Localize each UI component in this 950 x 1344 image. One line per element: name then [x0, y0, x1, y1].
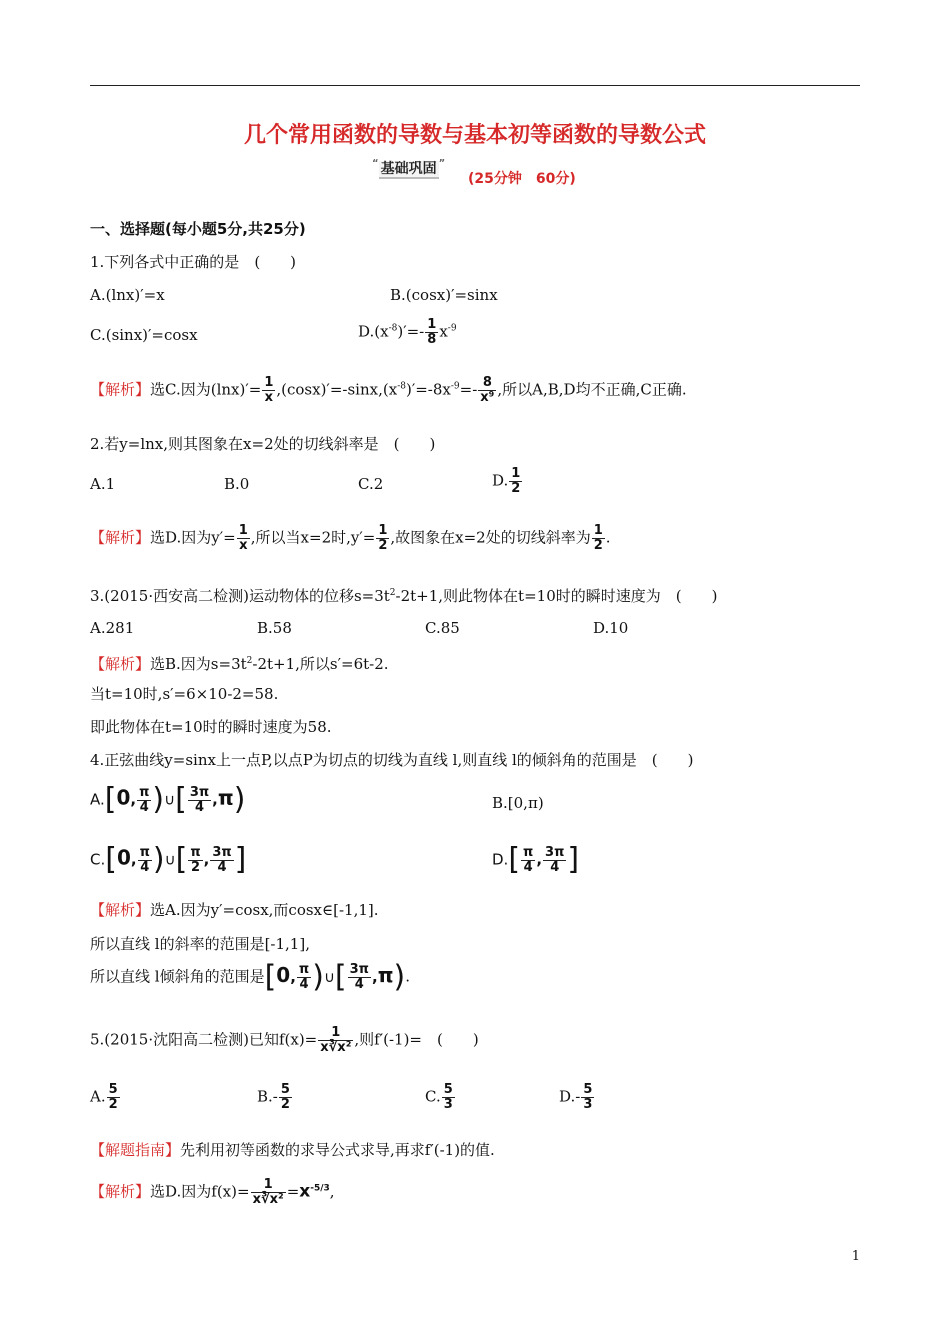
section-badge: “ 基础巩固 ” — [372, 158, 446, 177]
question-4-stem: 4.正弦曲线y=sinx上一点P,以点P为切点的切线为直线 l,则直线 l的倾斜角的范围是 ( ) — [90, 751, 694, 769]
q3-answer-line-1: 【解析】选B.因为$s=3t^2-2t+1$,所以s′=6t-2. — [90, 655, 389, 673]
page-title: 几个常用函数的导数与基本初等函数的导数公式 — [243, 123, 706, 148]
q5-answer: 【解析】选D.因为f(x)= $\frac{1}{\text{x∛x²}}$ $=x^{-5/3}$, — [90, 1177, 335, 1207]
q2-answer: 【解析】选D.因为y′= $\frac{1}{x}$ ,所以当x=2时,y′= $\frac{1}{2}$ ,故图象在x=2处的切线斜率为 $\frac{1}{2}$ . — [90, 523, 611, 553]
question-2-stem: 2.若y=lnx,则其图象在x=2处的切线斜率是 ( ) — [90, 435, 436, 453]
question-1-stem: 1.下列各式中正确的是 ( ) — [90, 253, 297, 271]
q5-guide: 【解题指南】先利用初等函数的求导公式求导,再求f′(-1)的值. — [90, 1141, 495, 1159]
q1-option-d: $D.(x^{-8})'=-$ $\frac{1}{8}$ $x^{-9}$ — [358, 317, 457, 347]
q5-option-c: C. $\frac{5}{3}$ — [425, 1082, 453, 1112]
q4-option-d: D.[ $\frac{\pi}{4}$ , $\frac{3\pi}{4}$ ] — [492, 842, 580, 877]
q2-option-a: A.1 — [90, 475, 116, 493]
q4-option-b: B.[0,π) — [492, 794, 544, 812]
q5-option-d: D.- $\frac{5}{3}$ — [559, 1082, 593, 1112]
q1-option-b: B.(cosx)′=sinx — [390, 286, 498, 304]
q1-option-a: A.(lnx)′=x — [90, 286, 165, 304]
q5-option-b: B.- $\frac{5}{2}$ — [257, 1082, 290, 1112]
time-score: (25分钟 60分) — [468, 171, 576, 187]
question-3-stem: 3.(2015·西安高二检测)运动物体的位移$s=3t^2-2t+1$,则此物体在t=10时的瞬时速度为 ( ) — [90, 587, 718, 605]
q2-option-c: C.2 — [358, 475, 384, 493]
q3-answer-line-2: 当t=10时,s′=6×10-2=58. — [90, 685, 279, 703]
q4-answer-line-1: 【解析】选A.因为y′=cosx,而cosx∈[-1,1]. — [90, 901, 379, 919]
q5-option-a: A. $\frac{5}{2}$ — [90, 1082, 118, 1112]
q4-answer-line-3: 所以直线 l倾斜角的范围是[0, $\frac{\pi}{4}$ )∪[ $\frac{3\pi}{4}$ ,π). — [90, 959, 411, 994]
q4-option-c: C.[0, $\frac{\pi}{4}$ )∪[ $\frac{\pi}{2}$ , $\frac{3\pi}{4}$ ] — [90, 842, 247, 877]
page-number: 1 — [851, 1249, 860, 1264]
q3-option-b: B.58 — [257, 619, 292, 637]
question-5-stem: 5.(2015·沈阳高二检测)已知f(x)= $\frac{1}{\text{x∛x²}}$ ,则f′(-1)= ( ) — [90, 1025, 479, 1055]
q4-answer-line-2: 所以直线 l的斜率的范围是[-1,1], — [90, 935, 310, 953]
q3-answer-line-3: 即此物体在t=10时的瞬时速度为58. — [90, 718, 332, 736]
section-heading: 一、选择题(每小题5分,共25分) — [90, 220, 306, 238]
q3-option-c: C.85 — [425, 619, 460, 637]
q1-option-c: C.(sinx)′=cosx — [90, 326, 198, 344]
q2-option-d: D. $\frac{1}{2}$ — [492, 466, 521, 496]
q3-option-a: A.281 — [90, 619, 135, 637]
q4-option-a: A.[0, $\frac{\pi}{4}$ )∪[ $\frac{3\pi}{4}$ ,π) — [90, 782, 246, 817]
header-rule — [90, 85, 860, 86]
q1-answer: 【解析】选C.因为(lnx)′= $\frac{1}{x}$ $,(\cos x)'=-\sin x,(x^{-8})'=-8x^{-9}=-$ $\frac{8}{\text{x⁹}}$ ,所以A,B,D均不正确,C正确. — [90, 375, 687, 405]
q2-option-b: B.0 — [224, 475, 250, 493]
q3-option-d: D.10 — [593, 619, 629, 637]
